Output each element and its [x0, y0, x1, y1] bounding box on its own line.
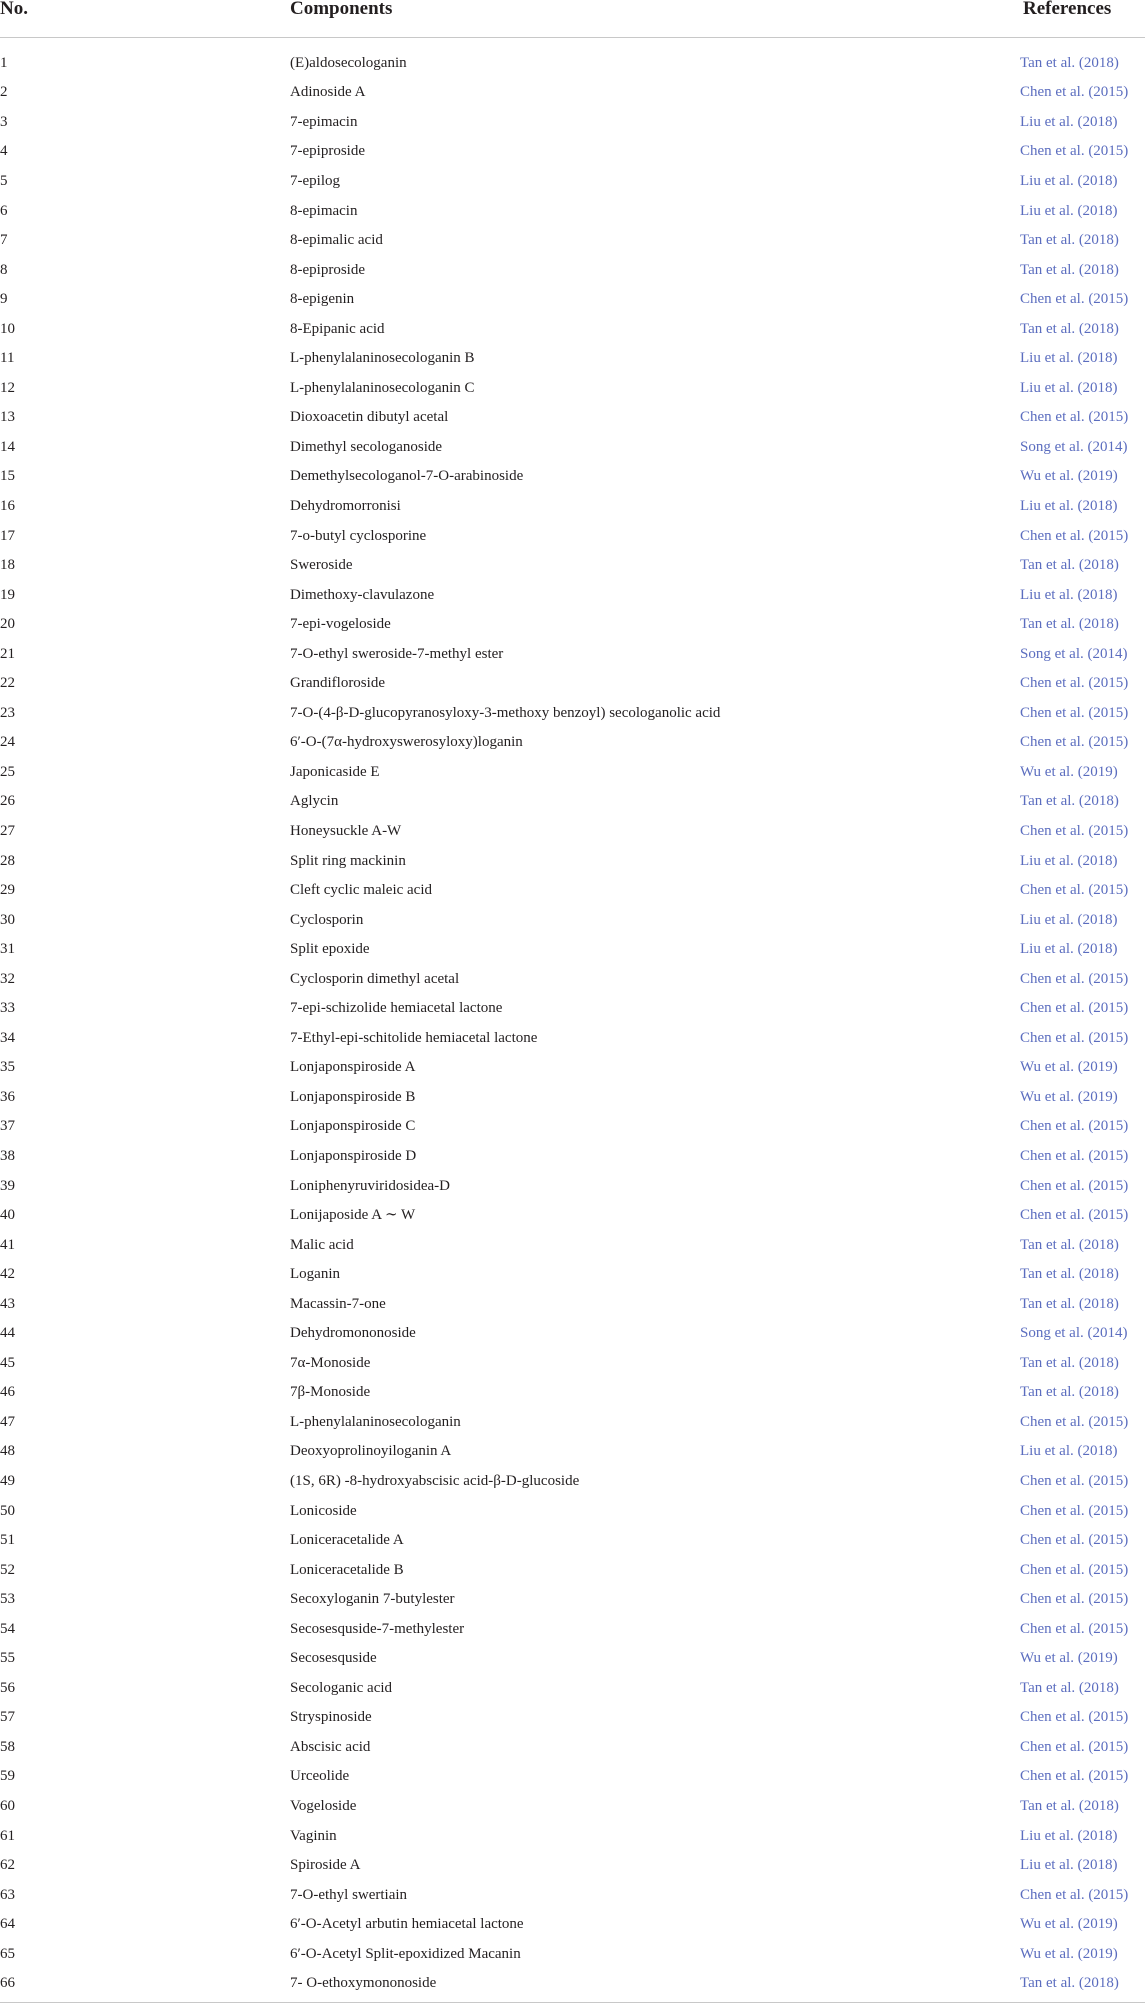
table-row — [0, 432, 1145, 462]
component-name: 7- O-ethoxymononoside — [290, 1975, 437, 1992]
table-row — [0, 580, 1145, 610]
table-row — [0, 1200, 1145, 1230]
reference-link[interactable]: Liu et al. (2018) — [1020, 586, 1118, 603]
reference-link[interactable]: Chen et al. (2015) — [1020, 1768, 1129, 1785]
row-number: 25 — [0, 763, 15, 780]
table-row — [0, 1230, 1145, 1260]
reference-link[interactable]: Chen et al. (2015) — [1020, 1738, 1129, 1755]
reference-link[interactable]: Chen et al. (2015) — [1020, 1532, 1129, 1549]
table-row — [0, 787, 1145, 817]
table-row — [0, 1850, 1145, 1880]
component-name: 7-O-ethyl swertiain — [290, 1886, 408, 1903]
component-name: Dehydromorronisi — [290, 497, 401, 514]
table-row — [0, 491, 1145, 521]
reference-link[interactable]: Chen et al. (2015) — [1020, 734, 1129, 751]
row-number: 38 — [0, 1148, 15, 1164]
reference-link[interactable]: Song et al. (2014) — [1020, 438, 1128, 455]
table-row — [0, 1939, 1145, 1969]
component-name: Loganin — [290, 1266, 340, 1283]
table-row — [0, 846, 1145, 876]
component-name: Lonjaponspiroside D — [290, 1148, 417, 1164]
table-row — [0, 462, 1145, 492]
component-name: 6′-O-Acetyl Split-epoxidized Macanin — [290, 1945, 521, 1962]
table-row — [0, 994, 1145, 1024]
row-number: 28 — [0, 852, 15, 869]
component-name: Malic acid — [290, 1236, 354, 1253]
table-row — [0, 875, 1145, 905]
table-row — [0, 934, 1145, 964]
component-name: Secosesquside-7-methylester — [290, 1620, 465, 1637]
reference-link[interactable]: Liu et al. (2018) — [1020, 1827, 1118, 1844]
row-number: 19 — [0, 586, 15, 603]
row-number: 40 — [0, 1207, 15, 1224]
component-name: Sweroside — [290, 557, 353, 574]
reference-link[interactable]: Tan et al. (2018) — [1020, 1384, 1119, 1401]
reference-link[interactable]: Tan et al. (2018) — [1020, 1295, 1119, 1312]
reference-link[interactable]: Liu et al. (2018) — [1020, 1443, 1118, 1460]
row-number: 16 — [0, 497, 15, 514]
reference-link[interactable]: Chen et al. (2015) — [1020, 970, 1129, 987]
table-row — [0, 1407, 1145, 1437]
component-name: 7-epimacin — [290, 113, 358, 130]
row-number: 46 — [0, 1384, 15, 1401]
row-number: 59 — [0, 1768, 15, 1785]
component-name: 7-epilog — [290, 172, 340, 189]
table-row — [0, 1673, 1145, 1703]
table-row — [0, 964, 1145, 994]
table-row — [0, 1259, 1145, 1289]
row-number: 60 — [0, 1798, 15, 1815]
reference-link[interactable]: Liu et al. (2018) — [1020, 350, 1118, 367]
row-number: 15 — [0, 468, 15, 485]
row-number: 13 — [0, 409, 15, 426]
component-name: Dimethoxy-clavulazone — [290, 586, 435, 603]
component-name: (E)aldosecologanin — [290, 54, 407, 71]
table-row — [0, 550, 1145, 580]
component-name: Spiroside A — [290, 1857, 361, 1874]
row-number: 36 — [0, 1088, 15, 1105]
row-number: 34 — [0, 1029, 15, 1046]
row-number: 26 — [0, 793, 15, 810]
component-name: 7-O-(4-β-D-glucopyranosyloxy-3-methoxy benzoyl) secologanolic acid — [290, 704, 721, 721]
component-name: Stryspinoside — [290, 1709, 372, 1726]
table-row — [0, 905, 1145, 935]
row-number: 53 — [0, 1591, 15, 1608]
reference-link[interactable]: Chen et al. (2015) — [1020, 1591, 1129, 1608]
table-row — [0, 1466, 1145, 1496]
reference-link[interactable]: Tan et al. (2018) — [1020, 1975, 1119, 1992]
component-name: Split ring mackinin — [290, 852, 406, 869]
component-name: 8-epimalic acid — [290, 232, 383, 249]
reference-link[interactable]: Tan et al. (2018) — [1020, 1798, 1119, 1815]
component-name: 7-O-ethyl sweroside-7-methyl ester — [290, 645, 504, 662]
row-number: 33 — [0, 1000, 15, 1017]
component-name: L-phenylalaninosecologanin B — [290, 350, 475, 367]
row-number: 23 — [0, 704, 15, 721]
row-number: 61 — [0, 1827, 15, 1844]
row-number: 21 — [0, 645, 15, 662]
reference-link[interactable]: Tan et al. (2018) — [1020, 616, 1119, 633]
row-number: 35 — [0, 1059, 15, 1076]
reference-link[interactable]: Chen et al. (2015) — [1020, 527, 1129, 544]
reference-link[interactable]: Chen et al. (2015) — [1020, 704, 1129, 721]
component-name: Dimethyl secologanoside — [290, 438, 443, 455]
reference-link[interactable]: Wu et al. (2019) — [1020, 468, 1118, 485]
reference-link[interactable]: Chen et al. (2015) — [1020, 1000, 1129, 1017]
component-name: Secologanic acid — [290, 1679, 393, 1696]
table-row — [0, 1909, 1145, 1939]
table-row — [0, 1319, 1145, 1349]
component-name: 7-Ethyl-epi-schitolide hemiacetal lactone — [290, 1029, 538, 1046]
reference-link[interactable]: Chen et al. (2015) — [1020, 1029, 1129, 1046]
table-row — [0, 314, 1145, 344]
table-row — [0, 1378, 1145, 1408]
reference-link[interactable]: Chen et al. (2015) — [1020, 1207, 1129, 1224]
table-body — [0, 38, 1145, 1999]
component-name: 7-o-butyl cyclosporine — [290, 527, 427, 544]
component-name: Lonijaposide A ∼ W — [290, 1207, 416, 1224]
component-name: Cyclosporin dimethyl acetal — [290, 970, 460, 987]
row-number: 65 — [0, 1945, 15, 1962]
reference-link[interactable]: Chen et al. (2015) — [1020, 1118, 1129, 1135]
reference-link[interactable]: Chen et al. (2015) — [1020, 1413, 1129, 1430]
component-name: Loniceracetalide B — [290, 1561, 404, 1578]
reference-link[interactable]: Tan et al. (2018) — [1020, 1679, 1119, 1696]
row-number: 24 — [0, 734, 15, 751]
row-number: 37 — [0, 1118, 15, 1135]
reference-link[interactable]: Tan et al. (2018) — [1020, 793, 1119, 810]
reference-link[interactable]: Chen et al. (2015) — [1020, 675, 1129, 692]
row-number: 56 — [0, 1679, 15, 1696]
reference-link[interactable]: Chen et al. (2015) — [1020, 1502, 1129, 1519]
row-number: 57 — [0, 1709, 15, 1726]
header-row — [0, 0, 1145, 38]
reference-link[interactable]: Liu et al. (2018) — [1020, 379, 1118, 396]
table-row — [0, 1555, 1145, 1585]
reference-link[interactable]: Wu et al. (2019) — [1020, 1059, 1118, 1076]
reference-link[interactable]: Chen et al. (2015) — [1020, 143, 1129, 160]
row-number: 20 — [0, 616, 15, 633]
component-name: Vogeloside — [290, 1798, 357, 1815]
component-name: (1S, 6R) -8-hydroxyabscisic acid-β-D-glucoside — [290, 1473, 580, 1490]
reference-link[interactable]: Chen et al. (2015) — [1020, 1561, 1129, 1578]
component-name: Japonicaside E — [290, 763, 380, 780]
table-row — [0, 166, 1145, 196]
table-row — [0, 1112, 1145, 1142]
component-name: 7-epi-schizolide hemiacetal lactone — [290, 1000, 503, 1017]
component-name: Loniphenyruviridosidea-D — [290, 1177, 450, 1194]
table-row — [0, 255, 1145, 285]
reference-link[interactable]: Chen et al. (2015) — [1020, 1886, 1129, 1903]
table-row — [0, 728, 1145, 758]
row-number: 10 — [0, 320, 15, 337]
table-row — [0, 403, 1145, 433]
row-number: 11 — [0, 350, 15, 367]
component-name: 8-Epipanic acid — [290, 320, 385, 337]
table-row — [0, 1171, 1145, 1201]
table-row — [0, 609, 1145, 639]
table-row — [0, 1525, 1145, 1555]
component-name: Loniceracetalide A — [290, 1532, 404, 1549]
table-row — [0, 1437, 1145, 1467]
table-row — [0, 284, 1145, 314]
component-name: Secosesquside — [290, 1650, 377, 1667]
component-name: Secoxyloganin 7-butylester — [290, 1591, 455, 1608]
reference-link[interactable]: Chen et al. (2015) — [1020, 1148, 1129, 1164]
row-number: 51 — [0, 1532, 15, 1549]
table-row — [0, 698, 1145, 728]
row-number: 52 — [0, 1561, 15, 1578]
row-number: 17 — [0, 527, 15, 544]
component-name: Macassin-7-one — [290, 1295, 386, 1312]
table-row — [0, 1141, 1145, 1171]
row-number: 66 — [0, 1975, 15, 1992]
table-row — [0, 639, 1145, 669]
reference-link[interactable]: Chen et al. (2015) — [1020, 1709, 1129, 1726]
table-row — [0, 1791, 1145, 1821]
table-row — [0, 1644, 1145, 1674]
table-row — [0, 1732, 1145, 1762]
component-name: 8-epigenin — [290, 291, 355, 308]
table-row — [0, 1969, 1145, 1999]
row-number: 55 — [0, 1650, 15, 1667]
row-number: 22 — [0, 675, 15, 692]
row-number: 64 — [0, 1916, 15, 1933]
reference-link[interactable]: Chen et al. (2015) — [1020, 882, 1129, 899]
table-row — [0, 373, 1145, 403]
component-name: Grandifloroside — [290, 675, 385, 692]
table-row — [0, 1289, 1145, 1319]
component-name: Urceolide — [290, 1768, 350, 1785]
header-components: Components — [290, 0, 1020, 38]
row-number: 5 — [0, 172, 8, 189]
row-number: 45 — [0, 1354, 15, 1371]
component-name: 8-epimacin — [290, 202, 358, 219]
reference-link[interactable]: Wu et al. (2019) — [1020, 1916, 1118, 1933]
reference-link[interactable]: Song et al. (2014) — [1020, 1325, 1128, 1342]
table-row — [0, 1082, 1145, 1112]
component-name: 6′-O-Acetyl arbutin hemiacetal lactone — [290, 1916, 524, 1933]
reference-link[interactable]: Song et al. (2014) — [1020, 645, 1128, 662]
table-row — [0, 668, 1145, 698]
table-row — [0, 1053, 1145, 1083]
row-number: 1 — [0, 54, 8, 71]
component-name: Lonjaponspiroside A — [290, 1059, 416, 1076]
component-name: Adinoside A — [290, 84, 366, 101]
reference-link[interactable]: Wu et al. (2019) — [1020, 1088, 1118, 1105]
row-number: 4 — [0, 143, 8, 160]
component-name: L-phenylalaninosecologanin — [290, 1413, 461, 1430]
row-number: 3 — [0, 113, 8, 130]
reference-link[interactable]: Liu et al. (2018) — [1020, 941, 1118, 958]
row-number: 62 — [0, 1857, 15, 1874]
component-name: Abscisic acid — [290, 1738, 371, 1755]
row-number: 47 — [0, 1413, 15, 1430]
row-number: 43 — [0, 1295, 15, 1312]
table-row — [0, 78, 1145, 108]
component-name: Cleft cyclic maleic acid — [290, 882, 433, 899]
table-row — [0, 196, 1145, 226]
component-name: Lonjaponspiroside B — [290, 1088, 416, 1105]
component-name: Lonjaponspiroside C — [290, 1118, 416, 1135]
component-name: Vaginin — [290, 1827, 337, 1844]
table-row — [0, 343, 1145, 373]
row-number: 44 — [0, 1325, 15, 1342]
row-number: 12 — [0, 379, 15, 396]
component-name: Cyclosporin — [290, 911, 364, 928]
row-number: 58 — [0, 1738, 15, 1755]
table-header — [0, 0, 1145, 38]
reference-link[interactable]: Chen et al. (2015) — [1020, 84, 1129, 101]
component-name: Aglycin — [290, 793, 339, 810]
reference-link[interactable]: Liu et al. (2018) — [1020, 911, 1118, 928]
component-name: 7α-Monoside — [290, 1354, 371, 1371]
component-name: 7-epiproside — [290, 143, 365, 160]
table-row — [0, 1584, 1145, 1614]
row-number: 50 — [0, 1502, 15, 1519]
row-number: 18 — [0, 557, 15, 574]
row-number: 41 — [0, 1236, 15, 1253]
reference-link[interactable]: Wu et al. (2019) — [1020, 1945, 1118, 1962]
row-number: 63 — [0, 1886, 15, 1903]
header-no: No. — [0, 0, 290, 38]
component-name: Dehydromononoside — [290, 1325, 416, 1342]
row-number: 48 — [0, 1443, 15, 1460]
reference-link[interactable]: Liu et al. (2018) — [1020, 113, 1118, 130]
reference-link[interactable]: Liu et al. (2018) — [1020, 497, 1118, 514]
table-row — [0, 1023, 1145, 1053]
table-row — [0, 137, 1145, 167]
reference-link[interactable]: Liu et al. (2018) — [1020, 852, 1118, 869]
table-row — [0, 1821, 1145, 1851]
component-name: 7-epi-vogeloside — [290, 616, 391, 633]
table-row — [0, 107, 1145, 137]
reference-link[interactable]: Tan et al. (2018) — [1020, 232, 1119, 249]
component-name: Deoxyoprolinoyiloganin A — [290, 1443, 452, 1460]
row-number: 54 — [0, 1620, 15, 1637]
component-name: Demethylsecologanol-7-O-arabinoside — [290, 468, 524, 485]
reference-link[interactable]: Chen et al. (2015) — [1020, 1620, 1129, 1637]
row-number: 49 — [0, 1473, 15, 1490]
row-number: 7 — [0, 232, 8, 249]
table-row — [0, 48, 1145, 78]
row-number: 42 — [0, 1266, 15, 1283]
reference-link[interactable]: Tan et al. (2018) — [1020, 1266, 1119, 1283]
row-number: 31 — [0, 941, 15, 958]
row-number: 9 — [0, 291, 8, 308]
table-row — [0, 1762, 1145, 1792]
row-number: 6 — [0, 202, 8, 219]
component-name: 6′-O-(7α-hydroxyswerosyloxy)loganin — [290, 734, 523, 751]
reference-link[interactable]: Wu et al. (2019) — [1020, 763, 1118, 780]
reference-link[interactable]: Tan et al. (2018) — [1020, 320, 1119, 337]
table-row — [0, 757, 1145, 787]
reference-link[interactable]: Tan et al. (2018) — [1020, 54, 1119, 71]
component-name: Split epoxide — [290, 941, 370, 958]
component-name: Lonicoside — [290, 1502, 357, 1519]
row-number: 2 — [0, 84, 8, 101]
row-number: 39 — [0, 1177, 15, 1194]
table-row — [0, 1880, 1145, 1910]
row-number: 32 — [0, 970, 15, 987]
table-row — [0, 1703, 1145, 1733]
row-number: 8 — [0, 261, 8, 278]
table-row — [0, 225, 1145, 255]
component-name: 7β-Monoside — [290, 1384, 371, 1401]
reference-link[interactable]: Chen et al. (2015) — [1020, 1473, 1129, 1490]
table-row — [0, 1496, 1145, 1526]
component-name: Honeysuckle A-W — [290, 822, 402, 839]
table-row — [0, 1348, 1145, 1378]
reference-link[interactable]: Tan et al. (2018) — [1020, 1236, 1119, 1253]
table-bottom-rule — [0, 2002, 1145, 2003]
header-references: References — [1020, 0, 1145, 38]
reference-link[interactable]: Chen et al. (2015) — [1020, 291, 1129, 308]
reference-link[interactable]: Liu et al. (2018) — [1020, 202, 1118, 219]
component-name: L-phenylalaninosecologanin C — [290, 379, 475, 396]
reference-link[interactable]: Tan et al. (2018) — [1020, 1354, 1119, 1371]
row-number: 29 — [0, 882, 15, 899]
reference-link[interactable]: Tan et al. (2018) — [1020, 557, 1119, 574]
row-number: 27 — [0, 822, 15, 839]
reference-link[interactable]: Wu et al. (2019) — [1020, 1650, 1118, 1667]
reference-link[interactable]: Chen et al. (2015) — [1020, 822, 1129, 839]
table-row — [0, 521, 1145, 551]
component-name: Dioxoacetin dibutyl acetal — [290, 409, 449, 426]
row-number: 14 — [0, 438, 15, 455]
reference-link[interactable]: Liu et al. (2018) — [1020, 1857, 1118, 1874]
header-spacer — [0, 38, 1145, 49]
reference-link[interactable]: Liu et al. (2018) — [1020, 172, 1118, 189]
reference-link[interactable]: Tan et al. (2018) — [1020, 261, 1119, 278]
row-number: 30 — [0, 911, 15, 928]
component-name: 8-epiproside — [290, 261, 365, 278]
reference-link[interactable]: Chen et al. (2015) — [1020, 1177, 1129, 1194]
table-row — [0, 816, 1145, 846]
reference-link[interactable]: Chen et al. (2015) — [1020, 409, 1129, 426]
table-row — [0, 1614, 1145, 1644]
